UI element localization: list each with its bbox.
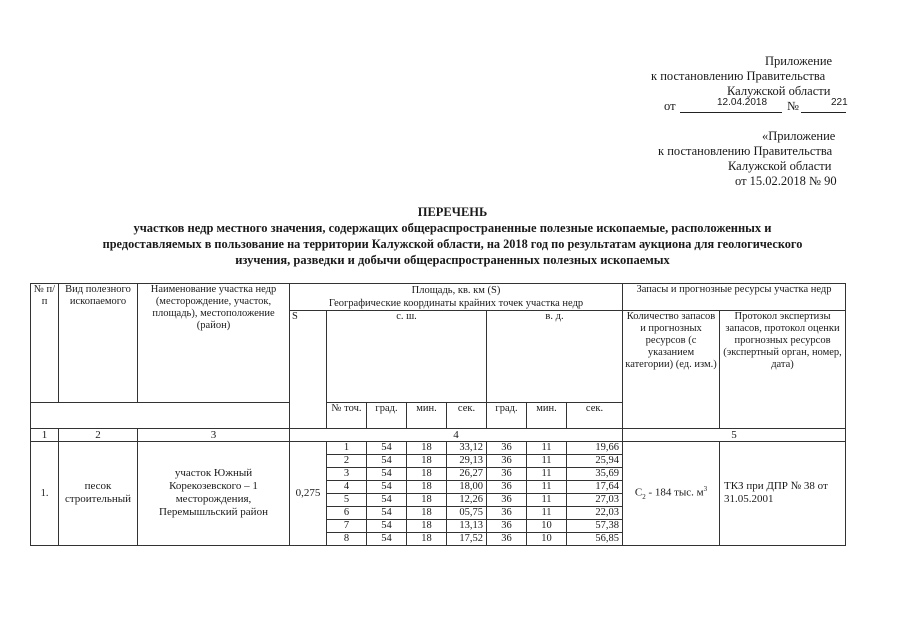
point-no: 5 bbox=[327, 493, 367, 506]
point-north-deg: 54 bbox=[367, 441, 407, 454]
header-east-sec: сек. bbox=[567, 402, 623, 428]
point-no: 2 bbox=[327, 454, 367, 467]
point-east-deg: 36 bbox=[487, 454, 527, 467]
col-number-3: 3 bbox=[138, 428, 290, 441]
point-north-sec: 12,26 bbox=[447, 493, 487, 506]
point-no: 3 bbox=[327, 467, 367, 480]
quote-line-3: Калужской области bbox=[728, 159, 832, 173]
title-line-2: предоставляемых в пользование на территории Калужской области, на 2018 год по результатам аукциона для геологического bbox=[102, 237, 803, 251]
quote-line-2: к постановлению Правительства bbox=[658, 144, 833, 158]
point-east-deg: 36 bbox=[487, 493, 527, 506]
point-east-sec: 19,66 bbox=[567, 441, 623, 454]
header-north: с. ш. bbox=[327, 310, 487, 402]
point-east-sec: 17,64 bbox=[567, 480, 623, 493]
header-east: в. д. bbox=[487, 310, 623, 402]
header-reserves-group: Запасы и прогнозные ресурсы участка недр bbox=[623, 284, 846, 311]
header-area-group: Площадь, кв. км (S) bbox=[290, 284, 623, 298]
quantity-unit-power: 3 bbox=[703, 484, 708, 493]
col-number-2: 2 bbox=[59, 428, 138, 441]
row-no: 1. bbox=[31, 441, 59, 545]
appendix-line-1: Приложение bbox=[765, 54, 833, 68]
header-point-no: № точ. bbox=[327, 402, 367, 428]
point-no: 7 bbox=[327, 519, 367, 532]
subsoil-sites-table bbox=[30, 283, 846, 546]
point-no: 4 bbox=[327, 480, 367, 493]
header-east-deg: град. bbox=[487, 402, 527, 428]
row-site: участок Южный Корекозевского – 1 месторождения, Перемышльский район bbox=[138, 441, 290, 545]
point-east-sec: 56,85 bbox=[567, 532, 623, 545]
point-east-min: 11 bbox=[527, 506, 567, 519]
header-no: № п/п bbox=[31, 284, 59, 403]
point-north-deg: 54 bbox=[367, 454, 407, 467]
point-north-min: 18 bbox=[407, 454, 447, 467]
quantity-value: - 184 тыс. м bbox=[645, 486, 704, 499]
point-north-min: 18 bbox=[407, 532, 447, 545]
date-underline bbox=[680, 112, 782, 113]
col-number-1: 1 bbox=[31, 428, 59, 441]
point-east-sec: 22,03 bbox=[567, 506, 623, 519]
header-s: S bbox=[290, 310, 327, 428]
header-north-min: мин. bbox=[407, 402, 447, 428]
quote-line-1: «Приложение bbox=[762, 129, 836, 143]
point-north-deg: 54 bbox=[367, 493, 407, 506]
point-north-min: 18 bbox=[407, 506, 447, 519]
point-north-sec: 18,00 bbox=[447, 480, 487, 493]
header-east-min: мин. bbox=[527, 402, 567, 428]
point-no: 8 bbox=[327, 532, 367, 545]
header-coords-group: Географические координаты крайних точек участка недр bbox=[290, 298, 623, 311]
header-blank bbox=[31, 402, 290, 428]
col-number-4: 4 bbox=[290, 428, 623, 441]
title-line-3: изучения, разведки и добычи общераспространенных полезных ископаемых bbox=[235, 253, 670, 267]
point-east-min: 10 bbox=[527, 519, 567, 532]
point-north-deg: 54 bbox=[367, 506, 407, 519]
number-underline bbox=[801, 112, 846, 113]
point-north-sec: 17,52 bbox=[447, 532, 487, 545]
appendix-from-label: от bbox=[664, 99, 676, 113]
quantity-category: 2 bbox=[642, 492, 646, 501]
point-east-min: 11 bbox=[527, 493, 567, 506]
header-north-sec: сек. bbox=[447, 402, 487, 428]
header-quantity: Количество запасов и прогнозных ресурсов (с указанием категории) (ед. изм.) bbox=[623, 310, 720, 428]
point-east-deg: 36 bbox=[487, 467, 527, 480]
header-protocol: Протокол экспертизы запасов, протокол оценки прогнозных ресурсов (экспертный орган, номер, дата) bbox=[720, 310, 846, 428]
point-east-deg: 36 bbox=[487, 441, 527, 454]
header-north-deg: град. bbox=[367, 402, 407, 428]
point-north-min: 18 bbox=[407, 441, 447, 454]
row-area: 0,275 bbox=[290, 441, 327, 545]
point-east-min: 11 bbox=[527, 467, 567, 480]
point-east-min: 11 bbox=[527, 480, 567, 493]
quote-line-4: от 15.02.2018 № 90 bbox=[735, 174, 837, 188]
point-no: 1 bbox=[327, 441, 367, 454]
point-east-sec: 35,69 bbox=[567, 467, 623, 480]
point-east-deg: 36 bbox=[487, 506, 527, 519]
point-north-min: 18 bbox=[407, 467, 447, 480]
col-number-5: 5 bbox=[623, 428, 846, 441]
point-east-sec: 27,03 bbox=[567, 493, 623, 506]
point-north-sec: 05,75 bbox=[447, 506, 487, 519]
point-north-sec: 13,13 bbox=[447, 519, 487, 532]
row-mineral: песок строительный bbox=[59, 441, 138, 545]
appendix-date: 12.04.2018 bbox=[717, 97, 768, 108]
row-quantity bbox=[623, 441, 720, 545]
point-east-deg: 36 bbox=[487, 532, 527, 545]
point-north-deg: 54 bbox=[367, 519, 407, 532]
point-no: 6 bbox=[327, 506, 367, 519]
appendix-line-2: к постановлению Правительства bbox=[651, 69, 826, 83]
header-mineral: Вид полезного ископаемого bbox=[59, 284, 138, 403]
row-protocol: ТКЗ при ДПР № 38 от 31.05.2001 bbox=[720, 441, 846, 545]
appendix-line-3: Калужской области bbox=[727, 84, 831, 98]
point-east-min: 11 bbox=[527, 454, 567, 467]
point-east-min: 11 bbox=[527, 441, 567, 454]
point-east-min: 10 bbox=[527, 532, 567, 545]
title-line-1: участков недр местного значения, содержащих общераспространенные полезные ископаемые, расположенных и bbox=[133, 221, 772, 235]
point-east-sec: 57,38 bbox=[567, 519, 623, 532]
header-site: Наименование участка недр (месторождение, участок, площадь), местоположение (район) bbox=[138, 284, 290, 403]
point-east-deg: 36 bbox=[487, 480, 527, 493]
point-north-deg: 54 bbox=[367, 532, 407, 545]
appendix-number-label: № bbox=[787, 99, 799, 113]
point-north-sec: 26,27 bbox=[447, 467, 487, 480]
point-north-deg: 54 bbox=[367, 480, 407, 493]
point-north-deg: 54 bbox=[367, 467, 407, 480]
appendix-number: 221 bbox=[831, 97, 848, 108]
point-east-deg: 36 bbox=[487, 519, 527, 532]
point-north-min: 18 bbox=[407, 480, 447, 493]
point-north-min: 18 bbox=[407, 519, 447, 532]
quantity-prefix: С bbox=[634, 486, 643, 499]
document-heading: ПЕРЕЧЕНЬ bbox=[417, 205, 488, 219]
point-north-sec: 33,12 bbox=[447, 441, 487, 454]
point-north-sec: 29,13 bbox=[447, 454, 487, 467]
point-east-sec: 25,94 bbox=[567, 454, 623, 467]
point-north-min: 18 bbox=[407, 493, 447, 506]
